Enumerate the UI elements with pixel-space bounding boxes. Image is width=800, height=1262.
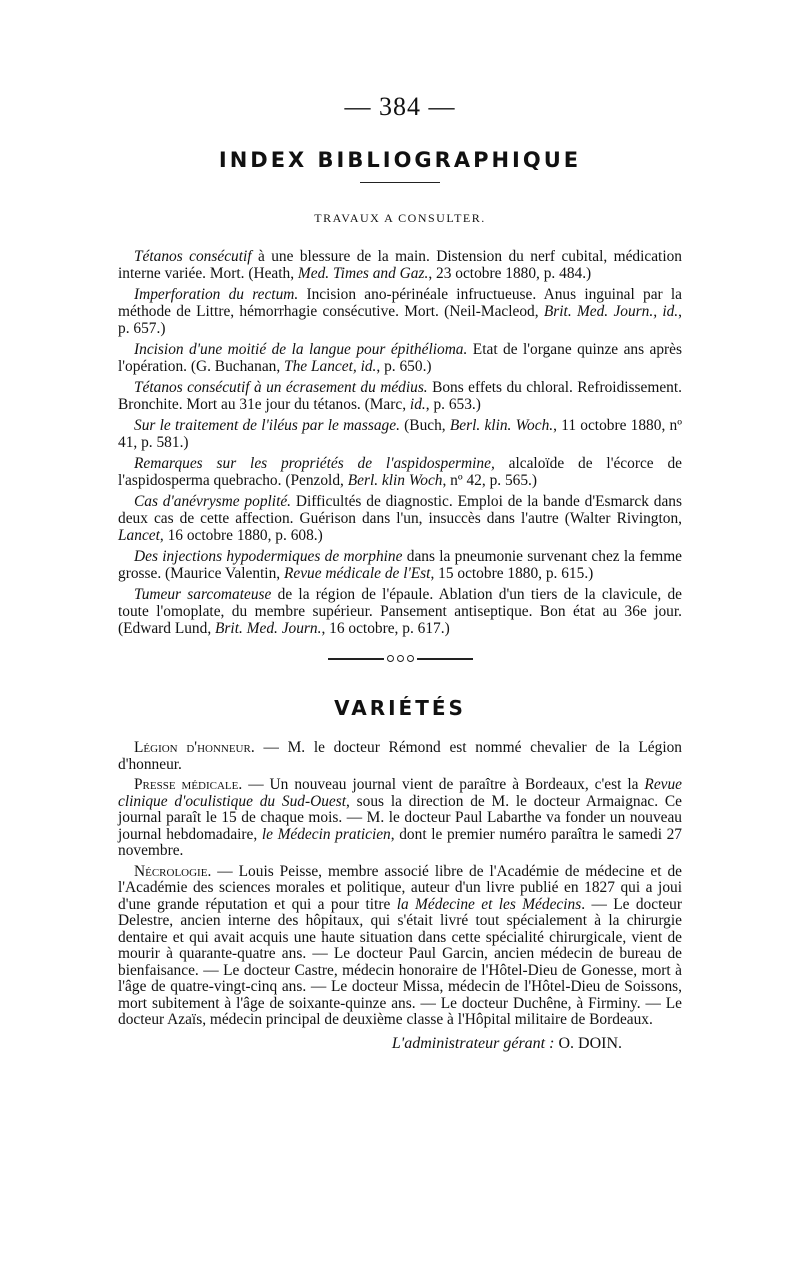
news-necrologie: Nécrologie. — Louis Peisse, membre associé libre de l'Académie de médecine et de l'Académie des sciences morales et politique, auteur d'un livre publié en 1827 qui a joui d'une grande réputation et qui a pour titre la Médecine et les Médecins. — Le docteur Delestre, ancien interne des hôpitaux, qui s'était livré tout spécialement à la chirurgie dentaire et qui avait acquis une haute situation dans cette spécialité chirurgicale, vient de mourir à quarante-quatre ans. — Le docteur Paul Garcin, ancien médecin de bureau de bienfaisance. — Le docteur Castre, médecin honoraire de l'Hôtel-Dieu de Gonesse, mort à l'âge de quatre-vingt-cinq ans. — Le docteur Missa, médecin de l'Hôtel-Dieu de Soissons, mort subitement à l'âge de soixante-quinze ans. — Le docteur Duchêne, à Firminy. — Le docteur Azaïs, médecin principal de deuxième classe à l'Hôpital militaire de Bordeaux. [118,862,682,1028]
title-rule [360,182,440,183]
signature: L'administrateur gérant : O. DOIN. [391,1034,622,1052]
bibliography-entry: Des injections hypodermiques de morphine dans la pneumonie survenant chez la femme grosse. (Maurice Valentin, Revue médicale de l'Est, 15 octobre 1880, p. 615.) [118,548,682,582]
varietes-title: VARIÉTÉS [334,696,466,720]
bibliography-entry: Sur le traitement de l'iléus par le massage. (Buch, Berl. klin. Woch., 11 octobre 1880, nº 41, p. 581.) [118,417,682,451]
ornament-circle [397,655,404,662]
bibliography-entry: Tétanos consécutif à un écrasement du médius. Bons effets du chloral. Refroidissement. Bronchite. Mort au 31e jour du tétanos. (Marc, id., p. 653.) [118,379,682,413]
ornament-circle [407,655,414,662]
ornament-circle [387,655,394,662]
bibliography-list [118,248,682,637]
index-title: INDEX BIBLIOGRAPHIQUE [218,148,582,172]
ornament-line [417,658,473,660]
section-subtitle: TRAVAUX A CONSULTER. [314,211,486,225]
bibliography-entry: Incision d'une moitié de la langue pour épithélioma. Etat de l'organe quinze ans après l'opération. (G. Buchanan, The Lancet, id., p. 650.) [118,341,682,375]
bibliography-entry: Cas d'anévrysme poplité. Difficultés de diagnostic. Emploi de la bande d'Esmarck dans deux cas de cette affection. Guérison dans l'un, insuccès dans l'autre (Walter Rivington, Lancet, 16 octobre 1880, p. 608.) [118,493,682,544]
ornament-line [328,658,384,660]
bibliography-entry: Remarques sur les propriétés de l'aspidospermine, alcaloïde de l'écorce de l'aspidosperma quebracho. (Penzold, Berl. klin Woch, nº 42, p. 565.) [118,455,682,489]
bibliography-entry: Imperforation du rectum. Incision ano-périnéale infructueuse. Anus inguinal par la méthode de Littre, hémorrhagie consécutive. Mort. (Neil-Macleod, Brit. Med. Journ., id., p. 657.) [118,286,683,337]
ornament-divider [118,655,682,662]
news-legion-honneur: Légion d'honneur. — M. le docteur Rémond est nommé chevalier de la Légion d'honneur. [118,739,682,773]
bibliography-entry: Tétanos consécutif à une blessure de la main. Distension du nerf cubital, médication interne variée. Mort. (Heath, Med. Times and Gaz., 23 octobre 1880, p. 484.) [118,248,682,282]
page-number: — 384 — [344,92,456,121]
news-presse-medicale: Presse médicale. — Un nouveau journal vient de paraître à Bordeaux, c'est la Revue clinique d'oculistique du Sud-Ouest, sous la direction de M. le docteur Armaignac. Ce journal paraît le 15 de chaque mois. — M. le docteur Paul Labarthe va fonder un nouveau journal hebdomadaire, le Médecin praticien, dont le premier numéro paraîtra le samedi 27 novembre. [118,776,683,859]
bibliography-entry: Tumeur sarcomateuse de la région de l'épaule. Ablation d'un tiers de la clavicule, de toute l'omoplate, du membre supérieur. Pansement antiseptique. Bon état au 36e jour. (Edward Lund, Brit. Med. Journ., 16 octobre, p. 617.) [118,586,683,637]
